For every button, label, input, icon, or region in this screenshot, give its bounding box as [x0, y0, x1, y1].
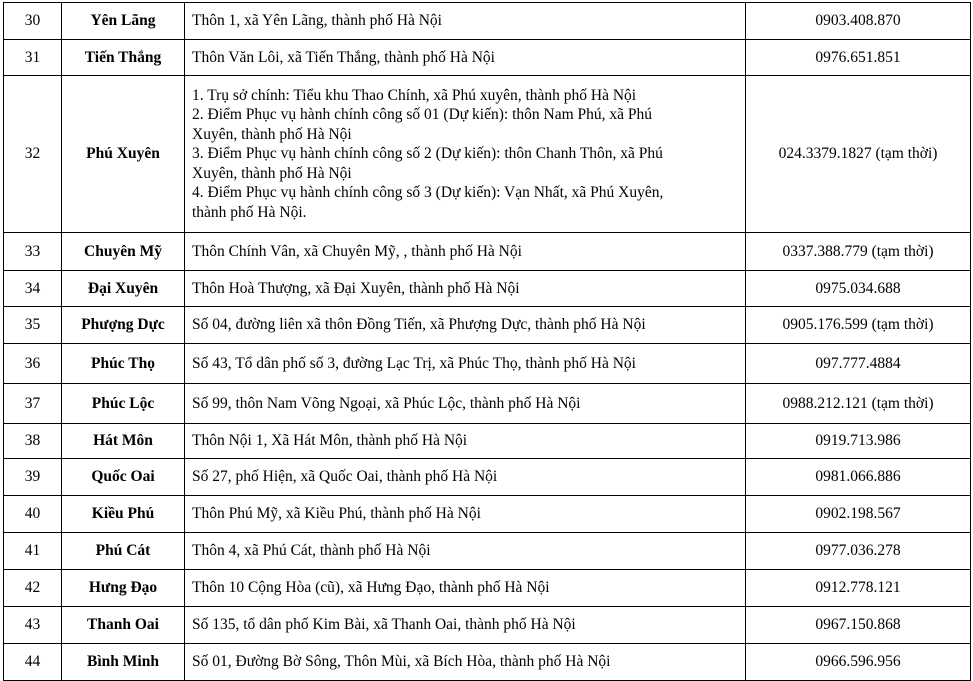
row-number: 40 [4, 496, 62, 533]
commune-name: Hát Môn [62, 424, 185, 459]
address-line: Thôn Nội 1, Xã Hát Môn, thành phố Hà Nội [192, 432, 468, 450]
row-number: 33 [4, 233, 62, 271]
address-cell [185, 496, 746, 533]
row-number: 35 [4, 307, 62, 344]
commune-name: Yên Lãng [62, 3, 185, 40]
commune-name: Phúc Lộc [62, 384, 185, 424]
address-cell [185, 76, 746, 233]
row-number: 41 [4, 533, 62, 570]
address-line: Xuyên, thành phố Hà Nội [192, 164, 352, 182]
table-row [4, 307, 971, 344]
table-row [4, 644, 971, 681]
commune-name: Phú Xuyên [62, 76, 185, 233]
phone-number: 0976.651.851 [746, 40, 971, 76]
phone-number: 0912.778.121 [746, 570, 971, 607]
address-cell [185, 533, 746, 570]
row-number: 39 [4, 459, 62, 496]
table-row [4, 384, 971, 424]
address-cell [185, 384, 746, 424]
table-row [4, 271, 971, 307]
phone-number: 097.777.4884 [746, 344, 971, 384]
phone-number: 0966.596.956 [746, 644, 971, 681]
address-cell [185, 459, 746, 496]
address-line: 3. Điểm Phục vụ hành chính công số 2 (Dự kiến): thôn Chanh Thôn, xã Phú [192, 145, 663, 163]
address-cell [185, 607, 746, 644]
address-cell [185, 424, 746, 459]
address-cell [185, 570, 746, 607]
row-number: 34 [4, 271, 62, 307]
table-row [4, 40, 971, 76]
address-line: Số 135, tổ dân phố Kim Bài, xã Thanh Oai, thành phố Hà Nội [192, 616, 576, 634]
address-line: Thôn 10 Cộng Hòa (cũ), xã Hưng Đạo, thành phố Hà Nội [192, 579, 550, 597]
address-table-body [4, 3, 971, 681]
row-number: 31 [4, 40, 62, 76]
table-row [4, 607, 971, 644]
address-line: Số 01, Đường Bờ Sông, Thôn Mùi, xã Bích Hòa, thành phố Hà Nội [192, 653, 611, 671]
phone-number: 0902.198.567 [746, 496, 971, 533]
address-line: Thôn Phú Mỹ, xã Kiều Phú, thành phố Hà Nội [192, 505, 481, 523]
phone-number: 0977.036.278 [746, 533, 971, 570]
row-number: 42 [4, 570, 62, 607]
address-cell [185, 307, 746, 344]
row-number: 37 [4, 384, 62, 424]
commune-name: Phúc Thọ [62, 344, 185, 384]
commune-name: Thanh Oai [62, 607, 185, 644]
commune-name: Hưng Đạo [62, 570, 185, 607]
address-line: Xuyên, thành phố Hà Nội [192, 125, 352, 143]
row-number: 32 [4, 76, 62, 233]
address-line: Số 27, phố Hiện, xã Quốc Oai, thành phố Hà Nội [192, 468, 498, 486]
phone-number: 0981.066.886 [746, 459, 971, 496]
address-line: Số 99, thôn Nam Võng Ngoại, xã Phúc Lộc, thành phố Hà Nội [192, 394, 581, 412]
commune-name: Tiến Thắng [62, 40, 185, 76]
commune-name: Bình Minh [62, 644, 185, 681]
row-number: 30 [4, 3, 62, 40]
address-line: Thôn 1, xã Yên Lãng, thành phố Hà Nội [192, 12, 442, 30]
address-line: Thôn Chính Vân, xã Chuyên Mỹ, , thành phố Hà Nội [192, 242, 522, 260]
phone-number: 0967.150.868 [746, 607, 971, 644]
address-line: 2. Điểm Phục vụ hành chính công số 01 (Dự kiến): thôn Nam Phú, xã Phú [192, 106, 653, 124]
address-line: Số 43, Tổ dân phố số 3, đường Lạc Trị, xã Phúc Thọ, thành phố Hà Nội [192, 354, 636, 372]
phone-number: 0903.408.870 [746, 3, 971, 40]
row-number: 43 [4, 607, 62, 644]
address-line: Thôn Hoà Thượng, xã Đại Xuyên, thành phố Hà Nội [192, 279, 520, 297]
row-number: 38 [4, 424, 62, 459]
table-row [4, 3, 971, 40]
address-cell [185, 344, 746, 384]
row-number: 36 [4, 344, 62, 384]
commune-name: Đại Xuyên [62, 271, 185, 307]
address-cell [185, 271, 746, 307]
table-row [4, 424, 971, 459]
table-row [4, 533, 971, 570]
table-row [4, 570, 971, 607]
address-line: Số 04, đường liên xã thôn Đồng Tiến, xã Phượng Dực, thành phố Hà Nội [192, 316, 646, 334]
address-line: Thôn Văn Lôi, xã Tiến Thắng, thành phố Hà Nội [192, 48, 495, 66]
address-cell [185, 233, 746, 271]
table-row [4, 344, 971, 384]
address-table [3, 2, 971, 681]
phone-number: 0919.713.986 [746, 424, 971, 459]
phone-number: 024.3379.1827 (tạm thời) [746, 76, 971, 233]
commune-name: Phú Cát [62, 533, 185, 570]
phone-number: 0905.176.599 (tạm thời) [746, 307, 971, 344]
address-line: 1. Trụ sở chính: Tiểu khu Thao Chính, xã Phú xuyên, thành phố Hà Nội [192, 86, 637, 104]
address-line: 4. Điểm Phục vụ hành chính công số 3 (Dự kiến): Vạn Nhất, xã Phú Xuyên, [192, 184, 664, 202]
phone-number: 0975.034.688 [746, 271, 971, 307]
table-row [4, 76, 971, 233]
address-cell [185, 40, 746, 76]
address-line: thành phố Hà Nội. [192, 203, 307, 221]
address-cell [185, 3, 746, 40]
phone-number: 0988.212.121 (tạm thời) [746, 384, 971, 424]
commune-name: Kiều Phú [62, 496, 185, 533]
address-cell [185, 644, 746, 681]
address-line: Thôn 4, xã Phú Cát, thành phố Hà Nội [192, 542, 431, 560]
commune-name: Chuyên Mỹ [62, 233, 185, 271]
table-row [4, 459, 971, 496]
row-number: 44 [4, 644, 62, 681]
table-row [4, 496, 971, 533]
commune-name: Phượng Dực [62, 307, 185, 344]
commune-name: Quốc Oai [62, 459, 185, 496]
phone-number: 0337.388.779 (tạm thời) [746, 233, 971, 271]
table-row [4, 233, 971, 271]
